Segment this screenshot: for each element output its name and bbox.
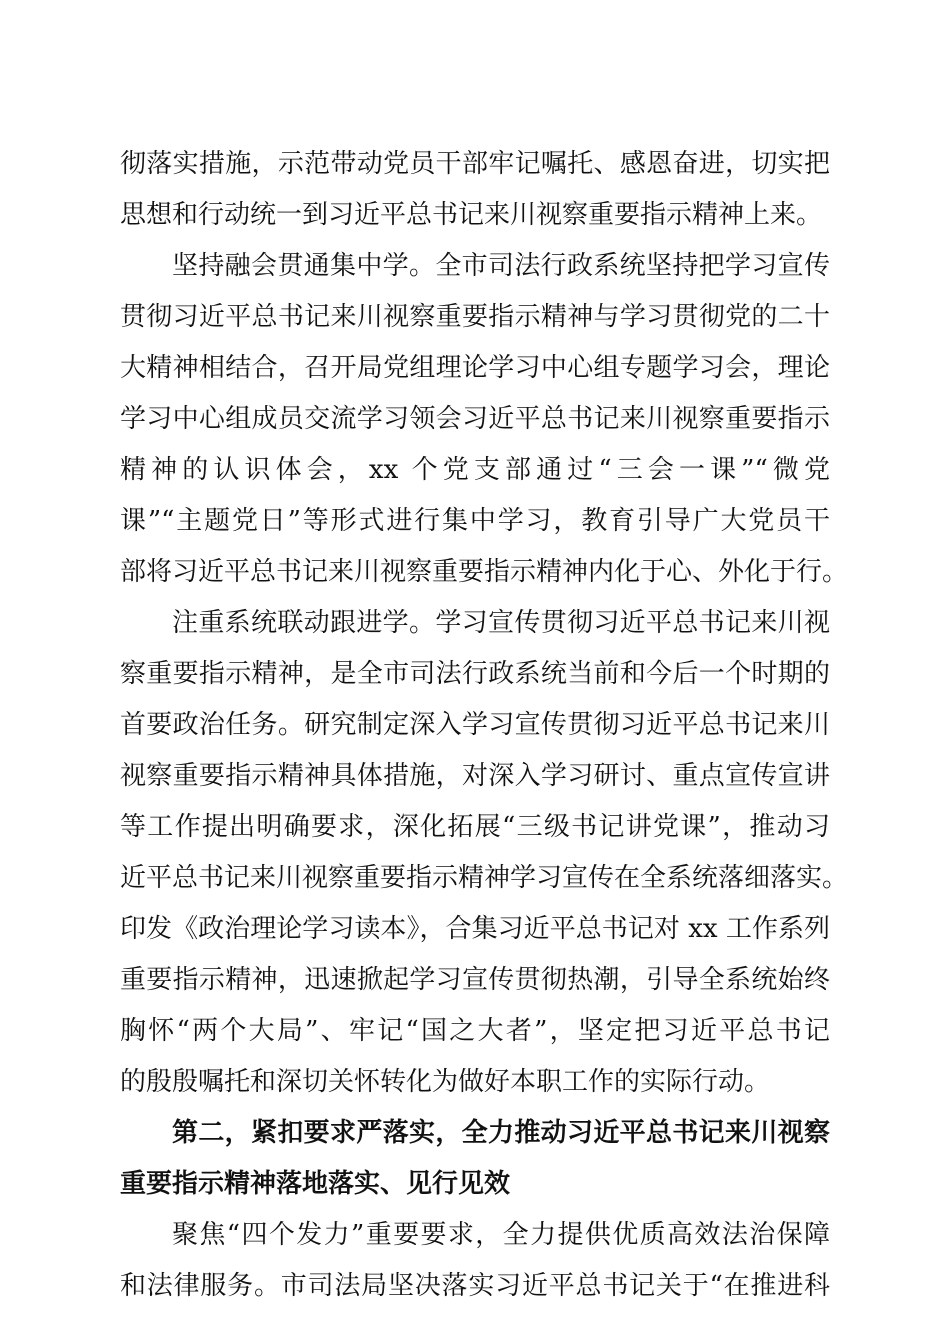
- text-line: 大精神相结合，召开局党组理论学习中心组专题学习会，理论: [120, 353, 830, 383]
- text-line: 印发《政治理论学习读本》，合集习近平总书记对 xx 工作系列: [120, 914, 830, 944]
- text-line: 部将习近平总书记来川视察重要指示精神内化于心、外化于行。: [120, 557, 849, 587]
- paragraph-start-line: 注重系统联动跟进学。学习宣传贯彻习近平总书记来川视: [172, 608, 830, 638]
- text-line: 彻落实措施，示范带动党员干部牢记嘱托、感恩奋进，切实把: [120, 149, 830, 179]
- paragraph-start-line: 聚焦“四个发力”重要要求，全力提供优质高效法治保障: [172, 1220, 830, 1250]
- text-line: 重要指示精神，迅速掀起学习宣传贯彻热潮，引导全系统始终: [120, 965, 830, 995]
- text-line: 和法律服务。市司法局坚决落实习近平总书记关于“在推进科: [120, 1271, 830, 1301]
- text-line: 学习中心组成员交流学习领会习近平总书记来川视察重要指示: [120, 404, 830, 434]
- text-line: 课”“主题党日”等形式进行集中学习，教育引导广大党员干: [120, 506, 830, 536]
- text-line: 视察重要指示精神具体措施，对深入学习研讨、重点宣传宣讲: [120, 761, 830, 791]
- text-line: 察重要指示精神，是全市司法行政系统当前和今后一个时期的: [120, 659, 830, 689]
- text-line: 思想和行动统一到习近平总书记来川视察重要指示精神上来。: [120, 200, 823, 230]
- paragraph-start-line: 坚持融会贯通集中学。全市司法行政系统坚持把学习宣传: [172, 251, 830, 281]
- text-line: 胸怀“两个大局”、牢记“国之大者”，坚定把习近平总书记: [120, 1016, 830, 1046]
- section-heading-line: 重要指示精神落地落实、见行见效: [120, 1169, 511, 1199]
- text-line: 的殷殷嘱托和深切关怀转化为做好本职工作的实际行动。: [120, 1067, 771, 1097]
- section-heading-line: 第二，紧扣要求严落实，全力推动习近平总书记来川视察: [172, 1118, 830, 1148]
- text-line: 等工作提出明确要求，深化拓展“三级书记讲党课”，推动习: [120, 812, 830, 842]
- document-body: [120, 139, 849, 1312]
- text-line: 贯彻习近平总书记来川视察重要指示精神与学习贯彻党的二十: [120, 302, 830, 332]
- text-line: 精神的认识体会，xx 个党支部通过“三会一课”“微党: [120, 455, 830, 485]
- text-line: 首要政治任务。研究制定深入学习宣传贯彻习近平总书记来川: [120, 710, 830, 740]
- text-line: 近平总书记来川视察重要指示精神学习宣传在全系统落细落实。: [120, 863, 849, 893]
